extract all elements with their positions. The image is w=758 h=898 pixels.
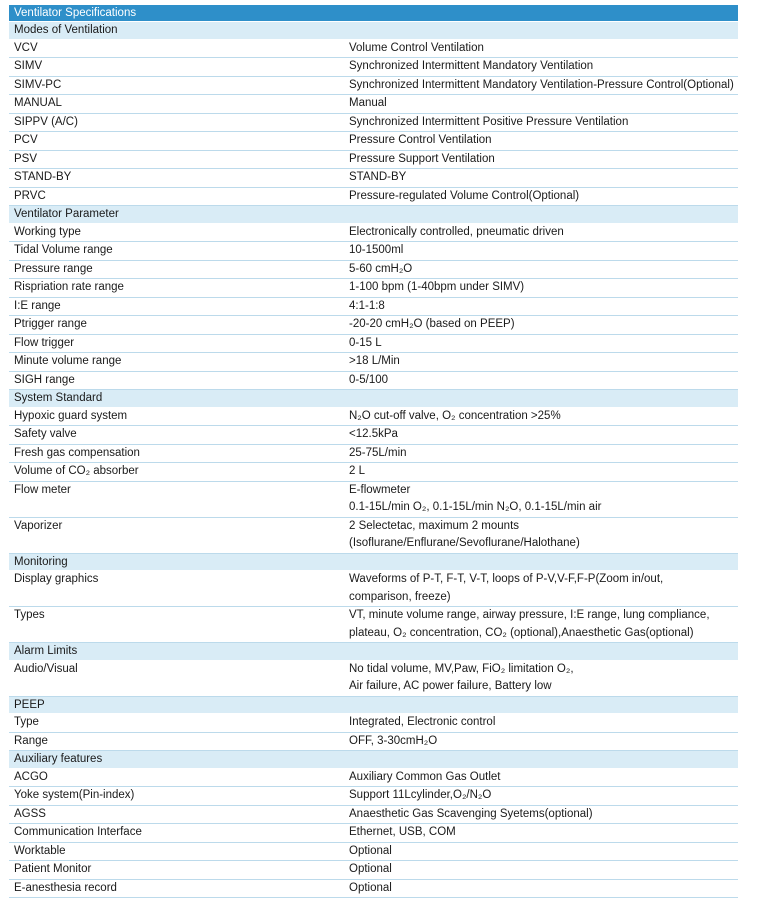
- row-label-cell: [9, 661, 344, 696]
- table-row: [9, 77, 738, 96]
- row-label: SIGH range: [14, 372, 344, 390]
- table-row: [9, 95, 738, 114]
- row-value: Pressure Control Ventilation: [349, 132, 738, 150]
- row-value: Electronically controlled, pneumatic driven: [349, 224, 738, 242]
- row-value: STAND-BY: [349, 169, 738, 187]
- row-value-cell: [344, 95, 738, 113]
- row-label: Type: [14, 714, 344, 732]
- row-label-cell: [9, 787, 344, 805]
- row-label: Tidal Volume range: [14, 242, 344, 260]
- row-value-cell: [344, 607, 738, 642]
- row-value-cell: [344, 40, 738, 58]
- row-label-cell: [9, 880, 344, 898]
- row-label: [14, 499, 344, 517]
- table-row: [9, 843, 738, 862]
- row-value-cell: [344, 880, 738, 898]
- row-label-cell: [9, 372, 344, 390]
- row-label: MANUAL: [14, 95, 344, 113]
- row-label: Working type: [14, 224, 344, 242]
- table-title: Ventilator Specifications: [9, 5, 738, 22]
- table-row: [9, 769, 738, 788]
- row-value-cell: [344, 316, 738, 334]
- table-row: [9, 408, 738, 427]
- table-row: [9, 298, 738, 317]
- row-value: Auxiliary Common Gas Outlet: [349, 769, 738, 787]
- row-label: Patient Monitor: [14, 861, 344, 879]
- section-header: Monitoring: [9, 554, 738, 572]
- row-value-cell: [344, 824, 738, 842]
- table-row: [9, 335, 738, 354]
- row-label-cell: [9, 95, 344, 113]
- row-value-cell: [344, 571, 738, 606]
- row-label: Hypoxic guard system: [14, 408, 344, 426]
- row-label-cell: [9, 151, 344, 169]
- row-value-cell: [344, 714, 738, 732]
- row-value: 0-15 L: [349, 335, 738, 353]
- row-value: 0.1-15L/min O₂, 0.1-15L/min N₂O, 0.1-15L/min air: [349, 499, 738, 517]
- row-label: SIMV-PC: [14, 77, 344, 95]
- row-value: Air failure, AC power failure, Battery low: [349, 678, 738, 696]
- row-value: Optional: [349, 861, 738, 879]
- row-value-cell: [344, 733, 738, 751]
- row-label: Pressure range: [14, 261, 344, 279]
- row-value-cell: [344, 661, 738, 696]
- row-value: 0-5/100: [349, 372, 738, 390]
- row-value-cell: [344, 77, 738, 95]
- table-row: [9, 880, 738, 898]
- row-label: Safety valve: [14, 426, 344, 444]
- row-value-cell: [344, 463, 738, 481]
- row-label-cell: [9, 571, 344, 606]
- row-label: Minute volume range: [14, 353, 344, 371]
- row-value-cell: [344, 58, 738, 76]
- section-header: System Standard: [9, 390, 738, 408]
- row-label-cell: [9, 733, 344, 751]
- row-value-cell: [344, 224, 738, 242]
- row-label: ACGO: [14, 769, 344, 787]
- table-row: [9, 224, 738, 243]
- table-row: [9, 58, 738, 77]
- row-label-cell: [9, 335, 344, 353]
- row-label: Fresh gas compensation: [14, 445, 344, 463]
- row-label-cell: [9, 114, 344, 132]
- row-label-cell: [9, 279, 344, 297]
- row-value: 4:1-1:8: [349, 298, 738, 316]
- table-row: [9, 242, 738, 261]
- section-header: Alarm Limits: [9, 643, 738, 661]
- sections-container: [9, 22, 738, 898]
- row-label-cell: [9, 463, 344, 481]
- row-value: VT, minute volume range, airway pressure, I:E range, lung compliance,: [349, 607, 738, 625]
- row-value-cell: [344, 861, 738, 879]
- row-value-cell: [344, 261, 738, 279]
- table-row: [9, 426, 738, 445]
- table-row: [9, 372, 738, 391]
- table-row: [9, 188, 738, 207]
- row-value-cell: [344, 806, 738, 824]
- row-label-cell: [9, 316, 344, 334]
- row-label-cell: [9, 77, 344, 95]
- table-row: [9, 787, 738, 806]
- row-value: OFF, 3-30cmH₂O: [349, 733, 738, 751]
- row-value: Synchronized Intermittent Mandatory Ventilation-Pressure Control(Optional): [349, 77, 738, 95]
- row-value-cell: [344, 132, 738, 150]
- row-label-cell: [9, 58, 344, 76]
- row-label-cell: [9, 224, 344, 242]
- row-label-cell: [9, 353, 344, 371]
- row-value: Ethernet, USB, COM: [349, 824, 738, 842]
- section-header: PEEP: [9, 697, 738, 715]
- row-value: Optional: [349, 843, 738, 861]
- row-value-cell: [344, 242, 738, 260]
- row-label: Display graphics: [14, 571, 344, 589]
- row-value-cell: [344, 335, 738, 353]
- row-label-cell: [9, 408, 344, 426]
- row-label-cell: [9, 806, 344, 824]
- table-row: [9, 607, 738, 643]
- row-label: Range: [14, 733, 344, 751]
- row-value-cell: [344, 114, 738, 132]
- table-row: [9, 861, 738, 880]
- table-row: [9, 40, 738, 59]
- spec-table: [9, 5, 738, 898]
- row-label: Communication Interface: [14, 824, 344, 842]
- row-label: E-anesthesia record: [14, 880, 344, 898]
- table-row: [9, 806, 738, 825]
- row-value-cell: [344, 298, 738, 316]
- section-header: Auxiliary features: [9, 751, 738, 769]
- row-value-cell: [344, 518, 738, 553]
- table-row: [9, 353, 738, 372]
- row-value-cell: [344, 279, 738, 297]
- row-value: -20-20 cmH₂O (based on PEEP): [349, 316, 738, 334]
- row-value: 25-75L/min: [349, 445, 738, 463]
- row-value-cell: [344, 787, 738, 805]
- table-row: [9, 169, 738, 188]
- row-value: 10-1500ml: [349, 242, 738, 260]
- row-label-cell: [9, 824, 344, 842]
- row-value-cell: [344, 445, 738, 463]
- row-label: AGSS: [14, 806, 344, 824]
- table-row: [9, 114, 738, 133]
- row-value: 2 Selectetac, maximum 2 mounts: [349, 518, 738, 536]
- row-label-cell: [9, 242, 344, 260]
- row-label-cell: [9, 769, 344, 787]
- table-row: [9, 661, 738, 697]
- row-label: PCV: [14, 132, 344, 150]
- row-label: Yoke system(Pin-index): [14, 787, 344, 805]
- row-label: [14, 625, 344, 643]
- table-row: [9, 463, 738, 482]
- section-header: Modes of Ventilation: [9, 22, 738, 40]
- table-row: [9, 733, 738, 752]
- table-row: [9, 445, 738, 464]
- row-value-cell: [344, 188, 738, 206]
- table-row: [9, 261, 738, 280]
- row-value: Integrated, Electronic control: [349, 714, 738, 732]
- row-label: Flow trigger: [14, 335, 344, 353]
- row-value: <12.5kPa: [349, 426, 738, 444]
- row-value-cell: [344, 408, 738, 426]
- row-label: [14, 589, 344, 607]
- row-value: Synchronized Intermittent Positive Pressure Ventilation: [349, 114, 738, 132]
- row-label-cell: [9, 298, 344, 316]
- row-value-cell: [344, 769, 738, 787]
- row-value: 5-60 cmH₂O: [349, 261, 738, 279]
- row-value: Anaesthetic Gas Scavenging Syetems(optional): [349, 806, 738, 824]
- row-label-cell: [9, 40, 344, 58]
- row-label-cell: [9, 843, 344, 861]
- row-value-cell: [344, 169, 738, 187]
- row-label: SIMV: [14, 58, 344, 76]
- row-label-cell: [9, 482, 344, 517]
- row-label-cell: [9, 132, 344, 150]
- row-value: E-flowmeter: [349, 482, 738, 500]
- row-label-cell: [9, 445, 344, 463]
- row-value-cell: [344, 426, 738, 444]
- row-value: 2 L: [349, 463, 738, 481]
- row-label-cell: [9, 169, 344, 187]
- row-label-cell: [9, 607, 344, 642]
- row-value-cell: [344, 482, 738, 517]
- row-value: comparison, freeze): [349, 589, 738, 607]
- row-value-cell: [344, 372, 738, 390]
- row-label: VCV: [14, 40, 344, 58]
- table-row: [9, 151, 738, 170]
- row-label: STAND-BY: [14, 169, 344, 187]
- row-value: Pressure-regulated Volume Control(Optional): [349, 188, 738, 206]
- row-value: Manual: [349, 95, 738, 113]
- row-label-cell: [9, 861, 344, 879]
- table-row: [9, 132, 738, 151]
- row-label-cell: [9, 188, 344, 206]
- table-row: [9, 482, 738, 518]
- row-value: Pressure Support Ventilation: [349, 151, 738, 169]
- row-label: Audio/Visual: [14, 661, 344, 679]
- row-value: plateau, O₂ concentration, CO₂ (optional),Anaesthetic Gas(optional): [349, 625, 738, 643]
- row-label: PRVC: [14, 188, 344, 206]
- table-row: [9, 824, 738, 843]
- row-value: No tidal volume, MV,Paw, FiO₂ limitation O₂,: [349, 661, 738, 679]
- row-label: [14, 678, 344, 696]
- row-value: Synchronized Intermittent Mandatory Ventilation: [349, 58, 738, 76]
- table-row: [9, 518, 738, 554]
- section-header: Ventilator Parameter: [9, 206, 738, 224]
- row-label: Ptrigger range: [14, 316, 344, 334]
- row-label: Flow meter: [14, 482, 344, 500]
- row-value: Waveforms of P-T, F-T, V-T, loops of P-V,V-F,F-P(Zoom in/out,: [349, 571, 738, 589]
- row-label-cell: [9, 261, 344, 279]
- row-value: Volume Control Ventilation: [349, 40, 738, 58]
- row-label-cell: [9, 518, 344, 553]
- row-label: PSV: [14, 151, 344, 169]
- row-value-cell: [344, 353, 738, 371]
- row-value: N₂O cut-off valve, O₂ concentration >25%: [349, 408, 738, 426]
- row-value-cell: [344, 151, 738, 169]
- table-row: [9, 571, 738, 607]
- row-label-cell: [9, 714, 344, 732]
- row-label: SIPPV (A/C): [14, 114, 344, 132]
- row-label: Vaporizer: [14, 518, 344, 536]
- row-label-cell: [9, 426, 344, 444]
- row-label: [14, 535, 344, 553]
- row-label: Worktable: [14, 843, 344, 861]
- row-label: Volume of CO₂ absorber: [14, 463, 344, 481]
- row-label: Types: [14, 607, 344, 625]
- table-row: [9, 714, 738, 733]
- row-label: Rispriation rate range: [14, 279, 344, 297]
- row-value: (Isoflurane/Enflurane/Sevoflurane/Halothane): [349, 535, 738, 553]
- row-value-cell: [344, 843, 738, 861]
- row-label: I:E range: [14, 298, 344, 316]
- row-value: Support 11Lcylinder,O₂/N₂O: [349, 787, 738, 805]
- row-value: Optional: [349, 880, 738, 898]
- row-value: >18 L/Min: [349, 353, 738, 371]
- row-value: 1-100 bpm (1-40bpm under SIMV): [349, 279, 738, 297]
- table-row: [9, 279, 738, 298]
- table-row: [9, 316, 738, 335]
